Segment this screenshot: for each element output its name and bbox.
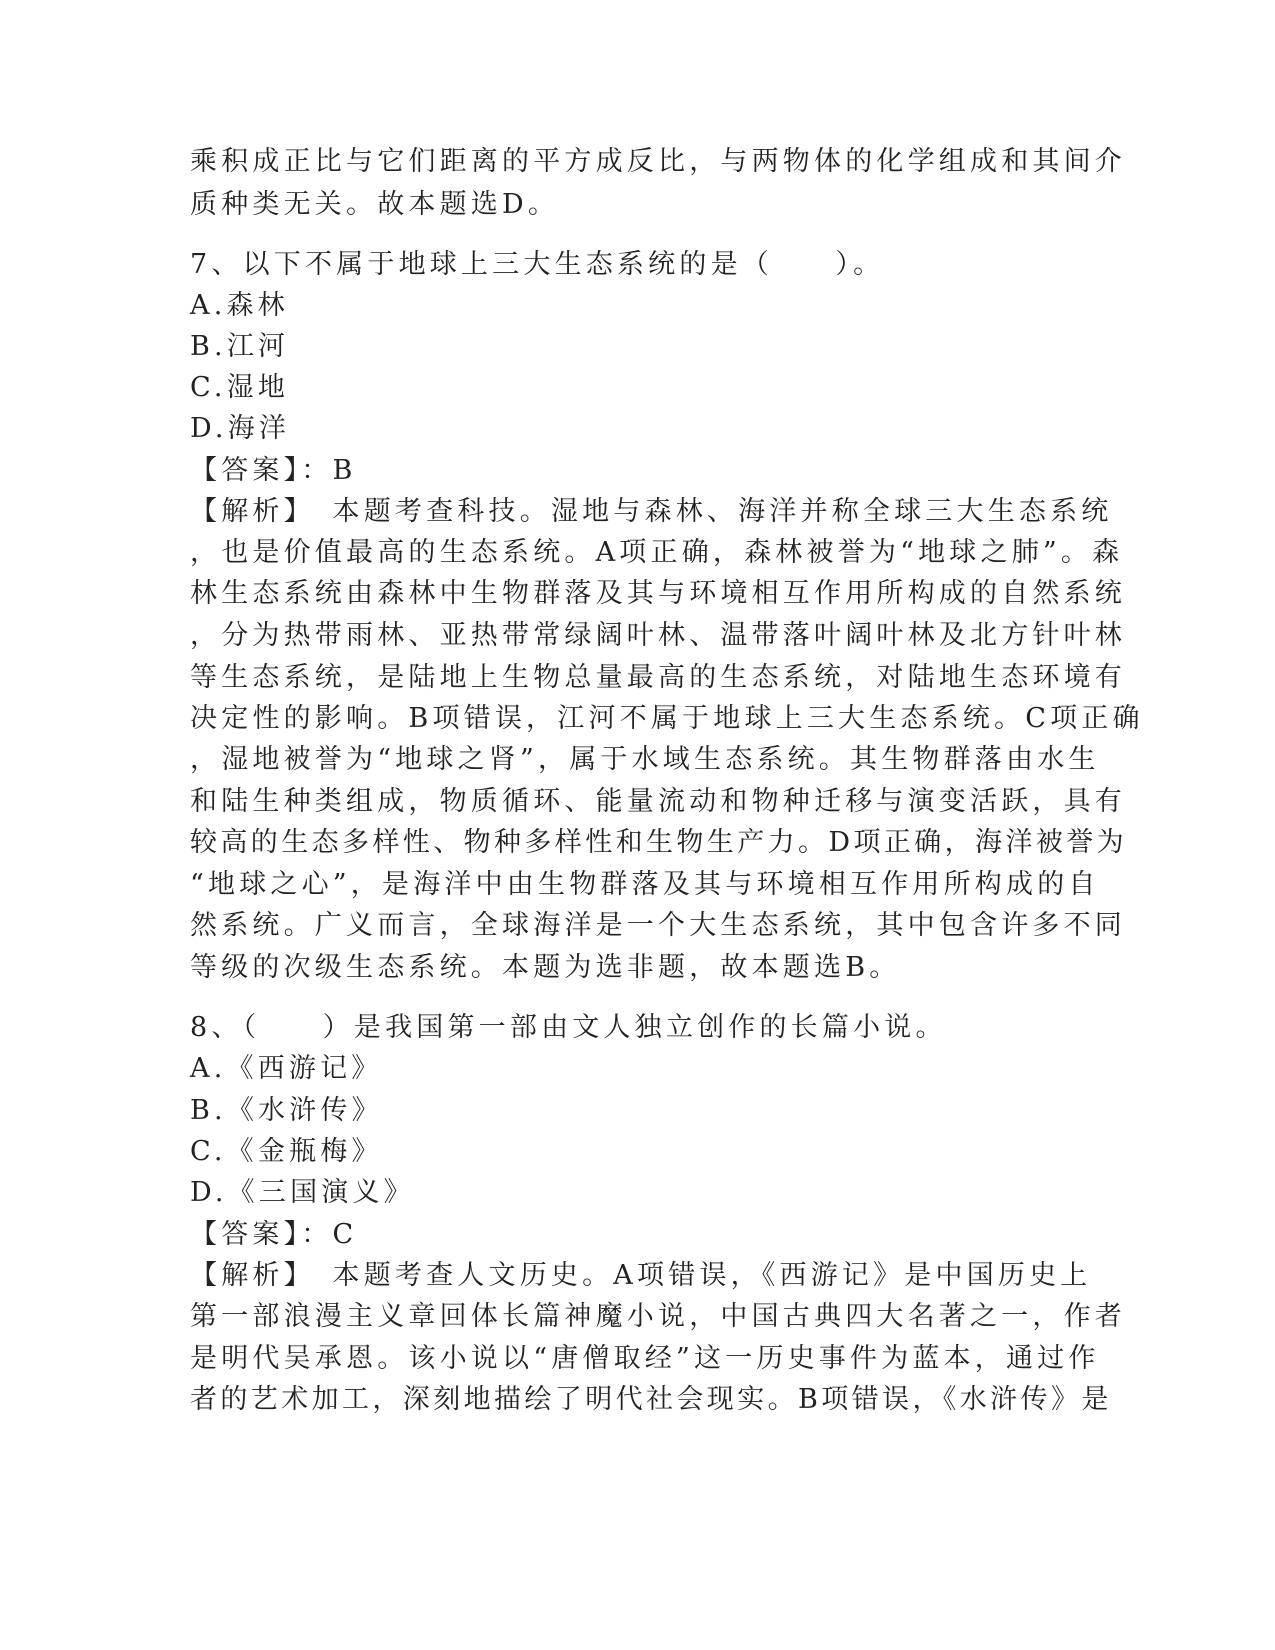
q7-analysis-line: 较高的生态多样性、物种多样性和生物生产力。D项正确，海洋被誉为 [190,827,1128,858]
q7-option-c: C.湿地 [190,372,290,403]
q7-analysis-line: 等生态系统，是陆地上生物总量最高的生态系统，对陆地生态环境有 [190,662,1126,693]
q8-option-a: A.《西游记》 [190,1053,383,1084]
q7-analysis-line: 和陆生种类组成，物质循环、能量流动和物种迁移与演变活跃，具有 [190,786,1126,817]
text-line: 质种类无关。故本题选D。 [190,189,560,220]
q8-analysis-line: 第一部浪漫主义章回体长篇神魔小说，中国古典四大名著之一，作者 [190,1301,1126,1332]
q8-analysis-line: 是明代吴承恩。该小说以“唐僧取经”这一历史事件为蓝本，通过作 [190,1343,1100,1374]
q7-analysis-line: 【解析】 本题考查科技。湿地与森林、海洋并称全球三大生态系统 [190,496,1113,527]
q7-analysis-line: 然系统。广义而言，全球海洋是一个大生态系统，其中包含许多不同 [190,910,1126,941]
q7-analysis-line: ，湿地被誉为“地球之肾”，属于水域生态系统。其生物群落由水生 [190,744,1100,775]
q7-analysis-line: ，分为热带雨林、亚热带常绿阔叶林、温带落叶阔叶林及北方针叶林 [190,620,1126,651]
q7-answer: 【答案】：B [190,455,357,486]
q8-analysis-line: 者的艺术加工，深刻地描绘了明代社会现实。B项错误，《水浒传》是 [190,1384,1112,1415]
q7-option-b: B.江河 [190,331,290,362]
q8-option-c: C.《金瓶梅》 [190,1136,383,1167]
q8-analysis-line: 【解析】 本题考查人文历史。A项错误，《西游记》是中国历史上 [190,1260,1092,1291]
q7-analysis-line: 等级的次级生态系统。本题为选非题，故本题选B。 [190,952,901,983]
q7-analysis-line: 林生态系统由森林中生物群落及其与环境相互作用所构成的自然系统 [190,578,1126,609]
question-8-stem: 8、（ ）是我国第一部由文人独立创作的长篇小说。 [190,1012,947,1043]
question-7-stem: 7、以下不属于地球上三大生态系统的是（ ）。 [190,249,885,280]
q7-analysis-line: ，也是价值最高的生态系统。A项正确，森林被誉为“地球之肺”。森 [190,537,1124,568]
q8-option-b: B.《水浒传》 [190,1095,383,1126]
text-line: 乘积成正比与它们距离的平方成反比，与两物体的化学组成和其间介 [190,146,1126,177]
q8-answer: 【答案】：C [190,1219,358,1250]
q7-option-d: D.海洋 [190,413,291,444]
q7-option-a: A.森林 [190,290,289,321]
q7-analysis-line: “地球之心”，是海洋中由生物群落及其与环境相互作用所构成的自 [190,869,1100,900]
q8-option-d: D.《三国演义》 [190,1177,415,1208]
q7-analysis-line: 决定性的影响。B项错误，江河不属于地球上三大生态系统。C项正确 [190,703,1144,734]
